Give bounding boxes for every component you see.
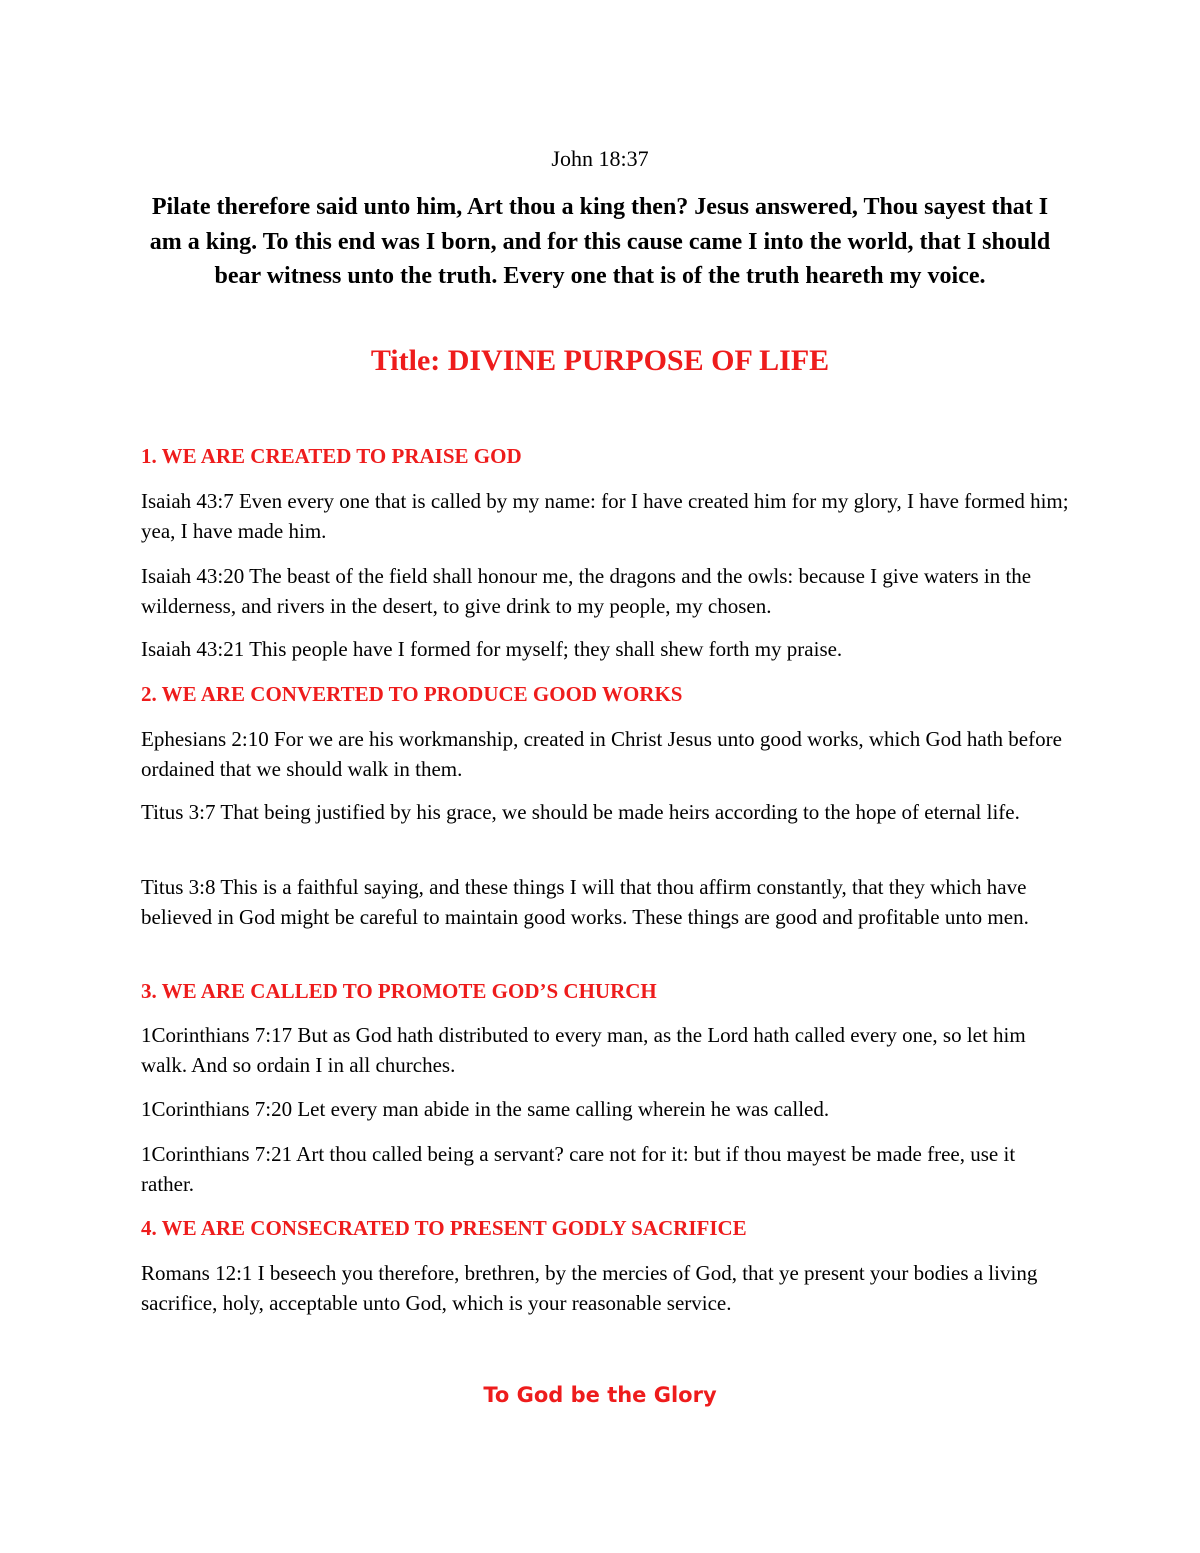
section-heading-1: 1. WE ARE CREATED TO PRAISE GOD	[141, 444, 522, 468]
verse-titus-3-8: Titus 3:8 This is a faithful saying, and these things I will that thou affirm constantly, that they which have believed in God might be careful to maintain good works. These things are good and profitable unto men.	[141, 875, 1029, 929]
section-heading-2: 2. WE ARE CONVERTED TO PRODUCE GOOD WORKS	[141, 682, 683, 706]
section-heading-3: 3. WE ARE CALLED TO PROMOTE GOD’S CHURCH	[141, 979, 657, 1003]
verse-1-corinthians-7-17: 1Corinthians 7:17 But as God hath distributed to every man, as the Lord hath called every one, so let him walk. And so ordain I in all churches.	[141, 1023, 1026, 1077]
scripture-reference: John 18:37	[551, 146, 649, 171]
verse-ephesians-2-10: Ephesians 2:10 For we are his workmanship, created in Christ Jesus unto good works, which God hath before ordained that we should walk in them.	[141, 727, 1062, 781]
page-title: Title: DIVINE PURPOSE OF LIFE	[370, 344, 830, 377]
verse-titus-3-7: Titus 3:7 That being justified by his grace, we should be made heirs according to the hope of eternal life.	[141, 800, 1020, 824]
verse-isaiah-43-7: Isaiah 43:7 Even every one that is called by my name: for I have created him for my glory, I have formed him; yea, I have made him.	[141, 489, 1069, 543]
verse-1-corinthians-7-21: 1Corinthians 7:21 Art thou called being a servant? care not for it: but if thou mayest be made free, use it rather.	[141, 1142, 1016, 1196]
verse-1-corinthians-7-20: 1Corinthians 7:20 Let every man abide in the same calling wherein he was called.	[141, 1097, 830, 1121]
key-verse-text: Pilate therefore said unto him, Art thou a king then? Jesus answered, Thou sayest that I am a king. To this end was I born, and for this cause came I into the world, that I should bear witness unto the truth. Every one that is of the truth heareth my voice.	[149, 194, 1051, 289]
verse-isaiah-43-20: Isaiah 43:20 The beast of the field shall honour me, the dragons and the owls: because I give waters in the wilderness, and rivers in the desert, to give drink to my people, my chosen.	[141, 564, 1032, 618]
closing-line: To God be the Glory	[483, 1383, 717, 1407]
verse-romans-12-1: Romans 12:1 I beseech you therefore, brethren, by the mercies of God, that ye present your bodies a living sacrifice, holy, acceptable unto God, which is your reasonable service.	[141, 1261, 1038, 1315]
verse-isaiah-43-21: Isaiah 43:21 This people have I formed for myself; they shall shew forth my praise.	[141, 637, 843, 661]
section-heading-4: 4. WE ARE CONSECRATED TO PRESENT GODLY SACRIFICE	[141, 1216, 747, 1240]
